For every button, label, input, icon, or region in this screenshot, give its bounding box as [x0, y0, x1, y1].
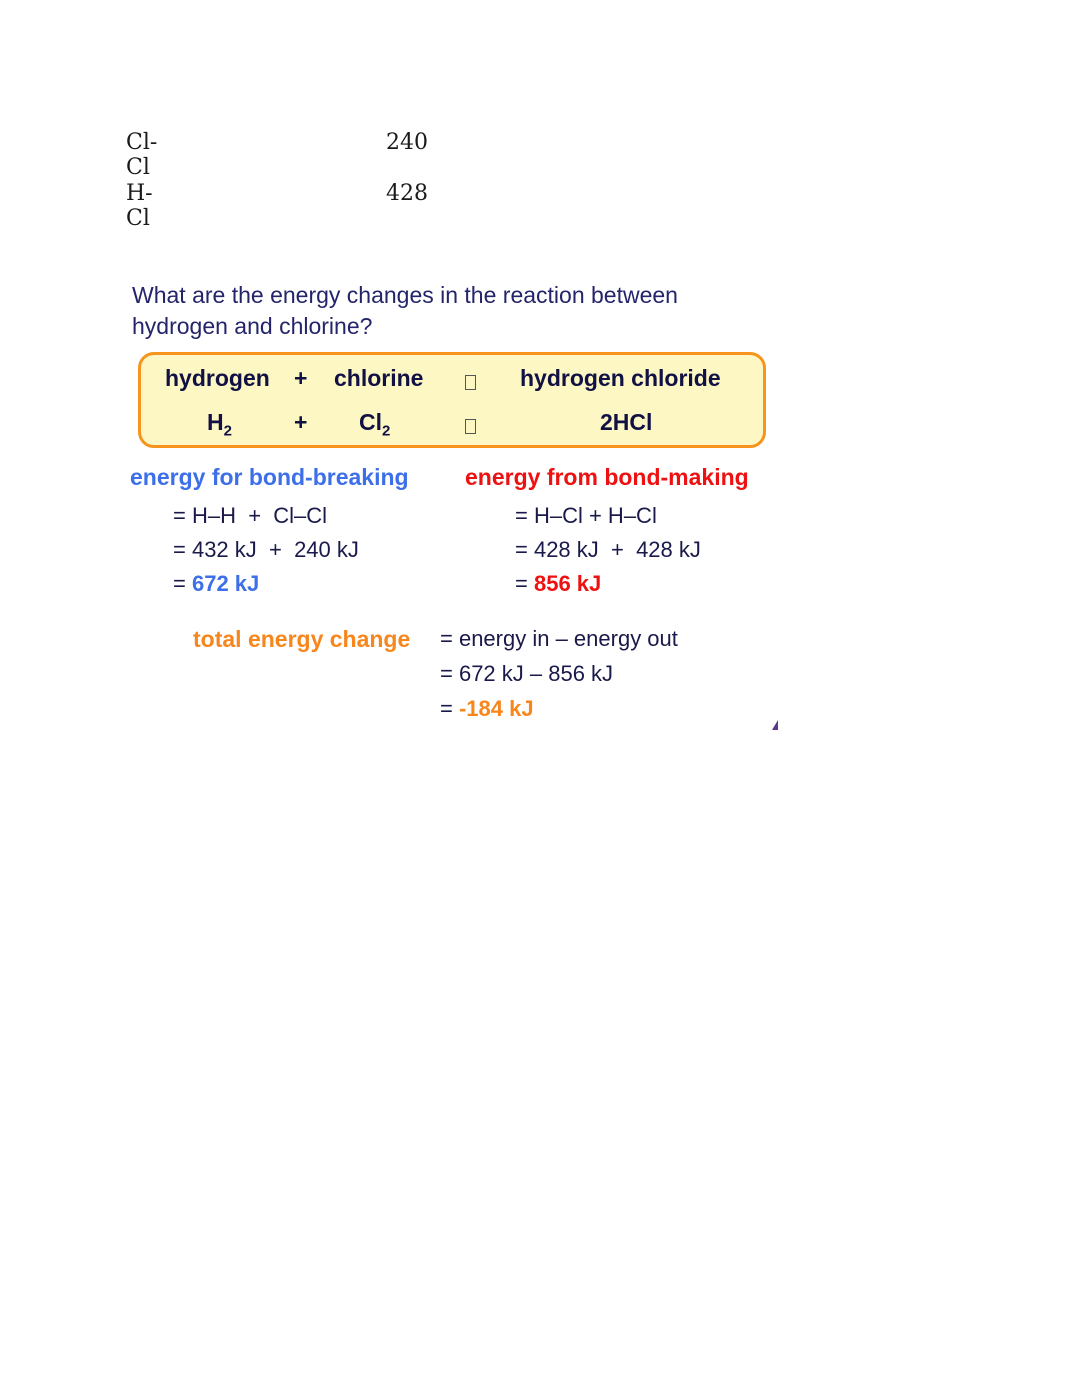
- reaction-arrow-icon: [465, 369, 476, 396]
- total-energy-label: total energy change: [193, 626, 411, 652]
- making-line-2: = 428 kJ + 428 kJ: [515, 537, 701, 562]
- bond-energy: 428: [386, 181, 428, 206]
- bond-breaking-heading: energy for bond-breaking: [130, 464, 409, 490]
- word-plus: +: [294, 365, 308, 391]
- symbol-reactant-2: $Cl_2$: [359, 409, 391, 440]
- symbol-plus: +: [294, 409, 308, 435]
- slide-corner-icon: [772, 720, 778, 730]
- total-line-2: = 672 kJ – 856 kJ: [440, 661, 614, 686]
- word-reactant-2: chlorine: [334, 365, 424, 391]
- question-text: What are the energy changes in the reaction between hydrogen and chlorine?: [132, 282, 678, 339]
- reaction-equation-box: [138, 352, 766, 448]
- breaking-result: = 672 kJ: [173, 571, 260, 596]
- bond-name: H-Cl: [126, 181, 153, 231]
- energy-change-slide: [126, 276, 786, 736]
- word-product: hydrogen chloride: [520, 365, 721, 391]
- word-reactant-1: hydrogen: [165, 365, 270, 391]
- breaking-line-2: = 432 kJ + 240 kJ: [173, 537, 359, 562]
- symbol-product: 2HCl: [600, 409, 653, 435]
- bond-making-heading: energy from bond-making: [465, 464, 749, 490]
- breaking-line-1: = H–H + Cl–Cl: [173, 503, 328, 528]
- symbol-reactant-1: $H_2$: [207, 409, 232, 440]
- making-result: = 856 kJ: [515, 571, 602, 596]
- making-line-1: = H–Cl + H–Cl: [515, 503, 657, 528]
- bond-name: Cl-Cl: [126, 130, 158, 180]
- reaction-arrow-icon: [465, 413, 476, 440]
- bond-energy: 240: [386, 130, 428, 155]
- total-result: = -184 kJ: [440, 696, 534, 721]
- total-line-1: = energy in – energy out: [440, 626, 678, 651]
